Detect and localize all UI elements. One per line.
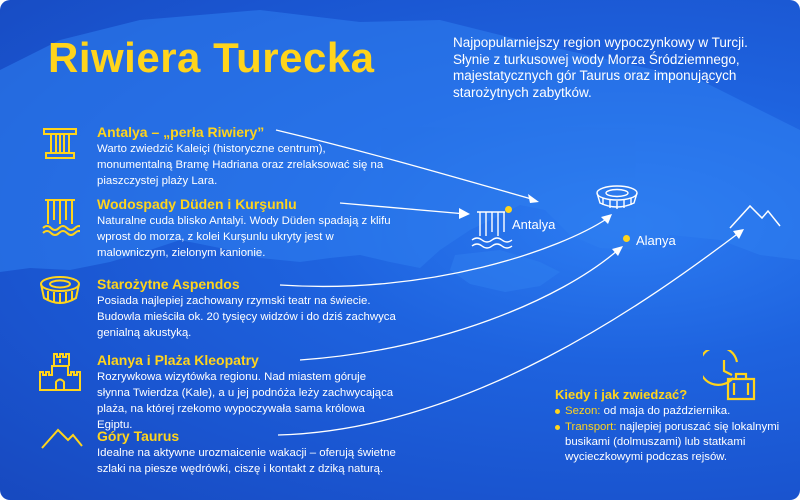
attraction-title-antalya: Antalya – „perła Riwiery” — [97, 124, 265, 140]
attraction-desc-waterfalls: Naturalne cuda blisko Antalyi. Wody Düden spadają z klifu wprost do morza, z kolei Kurşunlu ukryty jest w malowniczym, zielonym kanionie. — [97, 215, 391, 259]
transport-value: najlepiej poruszać się lokalnymi busikami (dolmuszami) lub statkami wycieczkowymi podczas rejsów. — [565, 421, 780, 463]
when-title: Kiedy i jak zwiedzać? — [555, 387, 688, 402]
castle-icon — [38, 350, 82, 392]
season-label: Sezon: — [565, 405, 601, 417]
clock-suitcase-icon — [703, 350, 759, 404]
season-line — [565, 404, 785, 419]
attraction-title-alanya: Alanya i Plaża Kleopatry — [97, 352, 259, 368]
column-icon — [40, 123, 80, 163]
city-marker-antalya — [505, 206, 512, 213]
bullet — [555, 425, 560, 430]
page-title: Riwiera Turecka — [48, 34, 375, 81]
attraction-title-aspendos: Starożytne Aspendos — [97, 276, 240, 292]
attraction-desc-antalya: Warto zwiedzić Kaleiçi (historyczne centrum), monumentalną Bramę Hadriana oraz zrelaksować się na piaszczystej plaży Lara. — [97, 143, 384, 187]
attraction-desc-alanya: Rozrywkowa wizytówka regionu. Nad miastem góruje słynna Twierdza (Kale), a u jej podnóża leży zachwycająca plaża, na której rzekomo wypoczywała sama królowa Egiptu. — [97, 371, 394, 431]
transport-line — [565, 420, 785, 465]
attraction-desc-aspendos: Posiada najlepiej zachowany rzymski teatr na świecie. Budowla mieściła ok. 20 tysięcy widzów i do dziś zachwyca genialną akustyką. — [97, 295, 396, 339]
attraction-title-waterfalls: Wodospady Düden i Kurşunlu — [97, 196, 297, 212]
city-label-antalya: Antalya — [512, 217, 556, 232]
attraction-title-taurus: Góry Taurus — [97, 428, 180, 444]
amphitheater-icon — [38, 274, 82, 310]
attraction-desc-taurus: Idealne na aktywne urozmaicenie wakacji – oferują świetne szlaki na piesze wędrówki, ciszę i kontakt z dziką naturą. — [97, 447, 396, 475]
intro-text: Najpopularniejszy region wypoczynkowy w Turcji. Słynie z turkusowej wody Morza Śródziemnego, majestatycznych gór Taurus oraz imponujących starożytnych zabytków. — [453, 35, 748, 100]
waterfall-icon — [40, 196, 80, 236]
city-label-alanya: Alanya — [636, 233, 676, 248]
mountain-icon — [40, 424, 84, 452]
transport-label: Transport: — [565, 421, 617, 433]
city-marker-alanya — [623, 235, 630, 242]
bullet — [555, 409, 560, 414]
season-value: od maja do października. — [600, 405, 731, 417]
